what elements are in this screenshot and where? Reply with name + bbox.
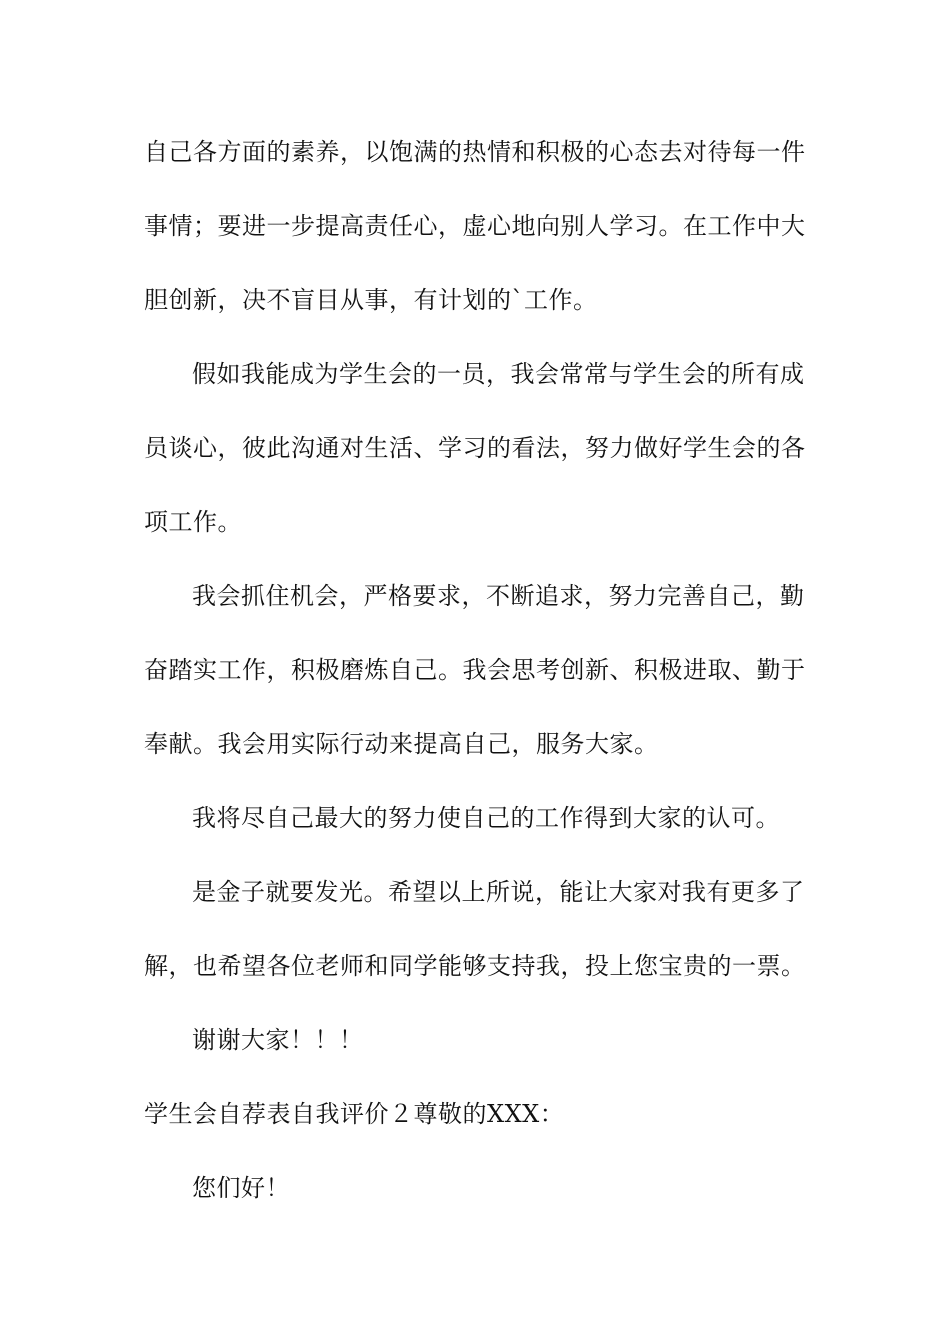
paragraph-line-6: 项工作。: [144, 508, 242, 536]
paragraph-line-11: 是金子就要发光。希望以上所说，能让大家对我有更多了: [192, 878, 805, 906]
paragraph-line-7: 我会抓住机会，严格要求，不断追求，努力完善自己，勤: [192, 582, 805, 610]
paragraph-line-5: 员谈心，彼此沟通对生活、学习的看法，努力做好学生会的各: [144, 434, 806, 462]
paragraph-line-2: 事情；要进一步提高责任心，虚心地向别人学习。在工作中大: [144, 212, 806, 240]
paragraph-line-9: 奉献。我会用实际行动来提高自己，服务大家。: [144, 730, 659, 758]
paragraph-line-8: 奋踏实工作，积极磨炼自己。我会思考创新、积极进取、勤于: [144, 656, 806, 684]
paragraph-line-1: 自己各方面的素养，以饱满的热情和积极的心态去对待每一件: [144, 138, 806, 166]
section-heading: 学生会自荐表自我评价２尊敬的XXX：: [144, 1100, 565, 1128]
closing-thanks: 谢谢大家！！！: [192, 1026, 364, 1054]
greeting-line: 您们好！: [192, 1174, 290, 1202]
paragraph-line-3: 胆创新，决不盲目从事，有计划的`工作。: [144, 286, 598, 314]
paragraph-line-4: 假如我能成为学生会的一员，我会常常与学生会的所有成: [192, 360, 805, 388]
paragraph-line-12: 解，也希望各位老师和同学能够支持我，投上您宝贵的一票。: [144, 952, 806, 980]
paragraph-line-10: 我将尽自己最大的努力使自己的工作得到大家的认可。: [192, 804, 780, 832]
